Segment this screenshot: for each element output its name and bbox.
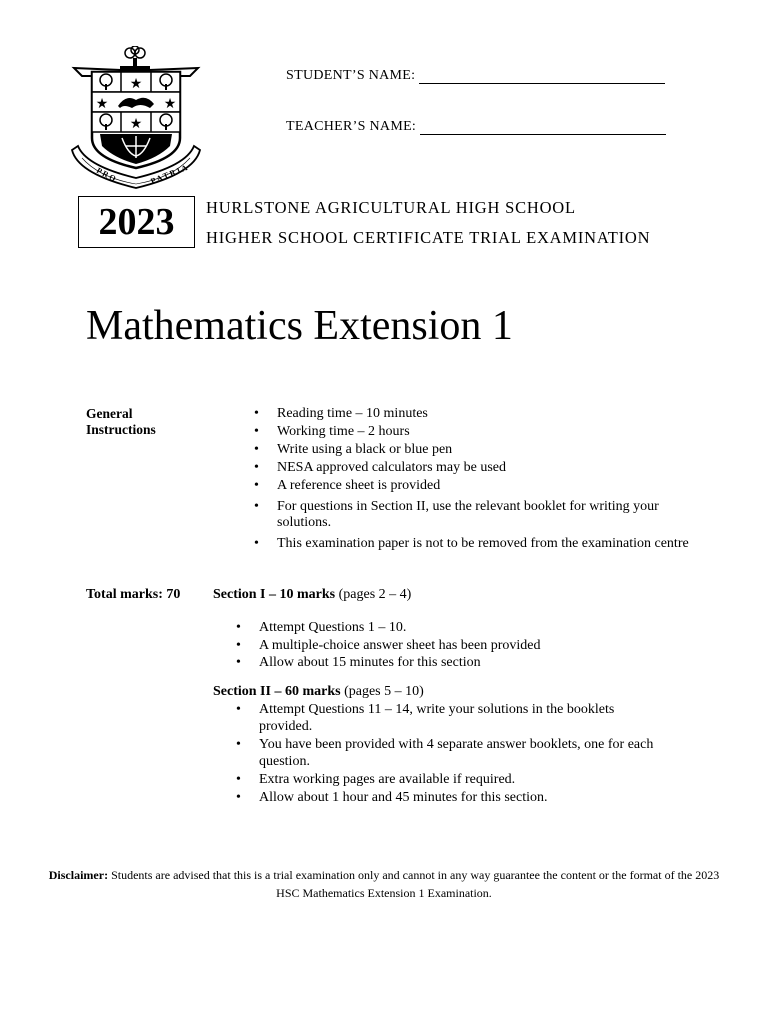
teacher-name-line bbox=[286, 119, 666, 135]
svg-text:★: ★ bbox=[95, 96, 109, 112]
student-name-field[interactable] bbox=[419, 69, 665, 84]
section-1-heading-bold: Section I – 10 marks bbox=[213, 587, 336, 602]
bullet-icon: • bbox=[236, 702, 241, 717]
list-item: • A multiple-choice answer sheet has been provided bbox=[236, 637, 541, 653]
general-instructions-label bbox=[86, 406, 156, 438]
total-marks: Total marks: 70 bbox=[86, 587, 181, 602]
list-item: • Allow about 1 hour and 45 minutes for this section. bbox=[236, 789, 548, 805]
bullet-icon: • bbox=[236, 655, 241, 670]
bullet-icon: • bbox=[254, 460, 259, 475]
list-item: • Reading time – 10 minutes bbox=[254, 406, 428, 421]
list-item: • You have been provided with 4 separate answer booklets, one for each question. bbox=[236, 737, 654, 769]
svg-text:★: ★ bbox=[129, 116, 143, 132]
list-item: • A reference sheet is provided bbox=[254, 478, 441, 493]
section-2-heading-pages: (pages 5 – 10) bbox=[340, 684, 424, 699]
section-1-heading bbox=[213, 587, 411, 603]
disclaimer bbox=[40, 866, 728, 902]
list-item: • Working time – 2 hours bbox=[254, 424, 410, 439]
bullet-icon: • bbox=[236, 620, 241, 635]
school-crest-logo bbox=[70, 46, 202, 192]
section-1-list bbox=[236, 620, 699, 672]
student-name-label: STUDENT’S NAME: bbox=[286, 68, 416, 83]
general-instructions-list bbox=[254, 406, 707, 552]
general-instructions-label-line2: Instructions bbox=[86, 422, 156, 437]
bullet-icon: • bbox=[254, 535, 259, 551]
list-item: • This examination paper is not to be removed from the examination centre bbox=[254, 535, 689, 551]
year-box: 2023 bbox=[78, 196, 195, 248]
bullet-icon: • bbox=[236, 789, 241, 805]
bullet-icon: • bbox=[254, 442, 259, 457]
list-item: • Write using a black or blue pen bbox=[254, 442, 453, 457]
bullet-icon: • bbox=[254, 498, 259, 514]
disclaimer-label: Disclaimer: bbox=[48, 868, 109, 882]
bullet-icon: • bbox=[236, 737, 241, 752]
exam-name: HIGHER SCHOOL CERTIFICATE TRIAL EXAMINATION bbox=[206, 228, 651, 247]
school-name: HURLSTONE AGRICULTURAL HIGH SCHOOL bbox=[206, 198, 576, 217]
svg-text:P R O: P R O bbox=[95, 165, 118, 184]
bullet-icon: • bbox=[254, 406, 259, 421]
page-title: Mathematics Extension 1 bbox=[86, 303, 513, 349]
bullet-icon: • bbox=[236, 772, 241, 787]
svg-text:★: ★ bbox=[129, 76, 143, 92]
list-item: • Allow about 15 minutes for this section bbox=[236, 655, 481, 670]
list-item: • Attempt Questions 11 – 14, write your solutions in the booklets provided. bbox=[236, 702, 615, 734]
list-item: • Attempt Questions 1 – 10. bbox=[236, 620, 407, 635]
disclaimer-text: Students are advised that this is a trial examination only and cannot in any way guarantee the content or the format of the 2023 HSC Mathematics Extension 1 Examination. bbox=[108, 868, 720, 900]
list-item: • For questions in Section II, use the relevant booklet for writing your solutions. bbox=[254, 498, 659, 530]
list-item: • NESA approved calculators may be used bbox=[254, 460, 506, 475]
section-1-heading-pages: (pages 2 – 4) bbox=[335, 587, 412, 602]
general-instructions-label-line1: General bbox=[86, 406, 133, 421]
svg-text:P A T R I A: P A T R I A bbox=[149, 163, 189, 186]
bullet-icon: • bbox=[254, 478, 259, 493]
bullet-icon: • bbox=[254, 424, 259, 439]
section-2-heading-bold: Section II – 60 marks bbox=[213, 684, 341, 699]
teacher-name-label: TEACHER’S NAME: bbox=[286, 119, 417, 134]
svg-text:★: ★ bbox=[163, 96, 177, 112]
section-2-list bbox=[236, 702, 669, 806]
section-2-heading bbox=[213, 684, 424, 700]
student-name-line bbox=[286, 68, 665, 84]
teacher-name-field[interactable] bbox=[420, 120, 666, 135]
bullet-icon: • bbox=[236, 637, 241, 653]
list-item: • Extra working pages are available if required. bbox=[236, 772, 516, 787]
